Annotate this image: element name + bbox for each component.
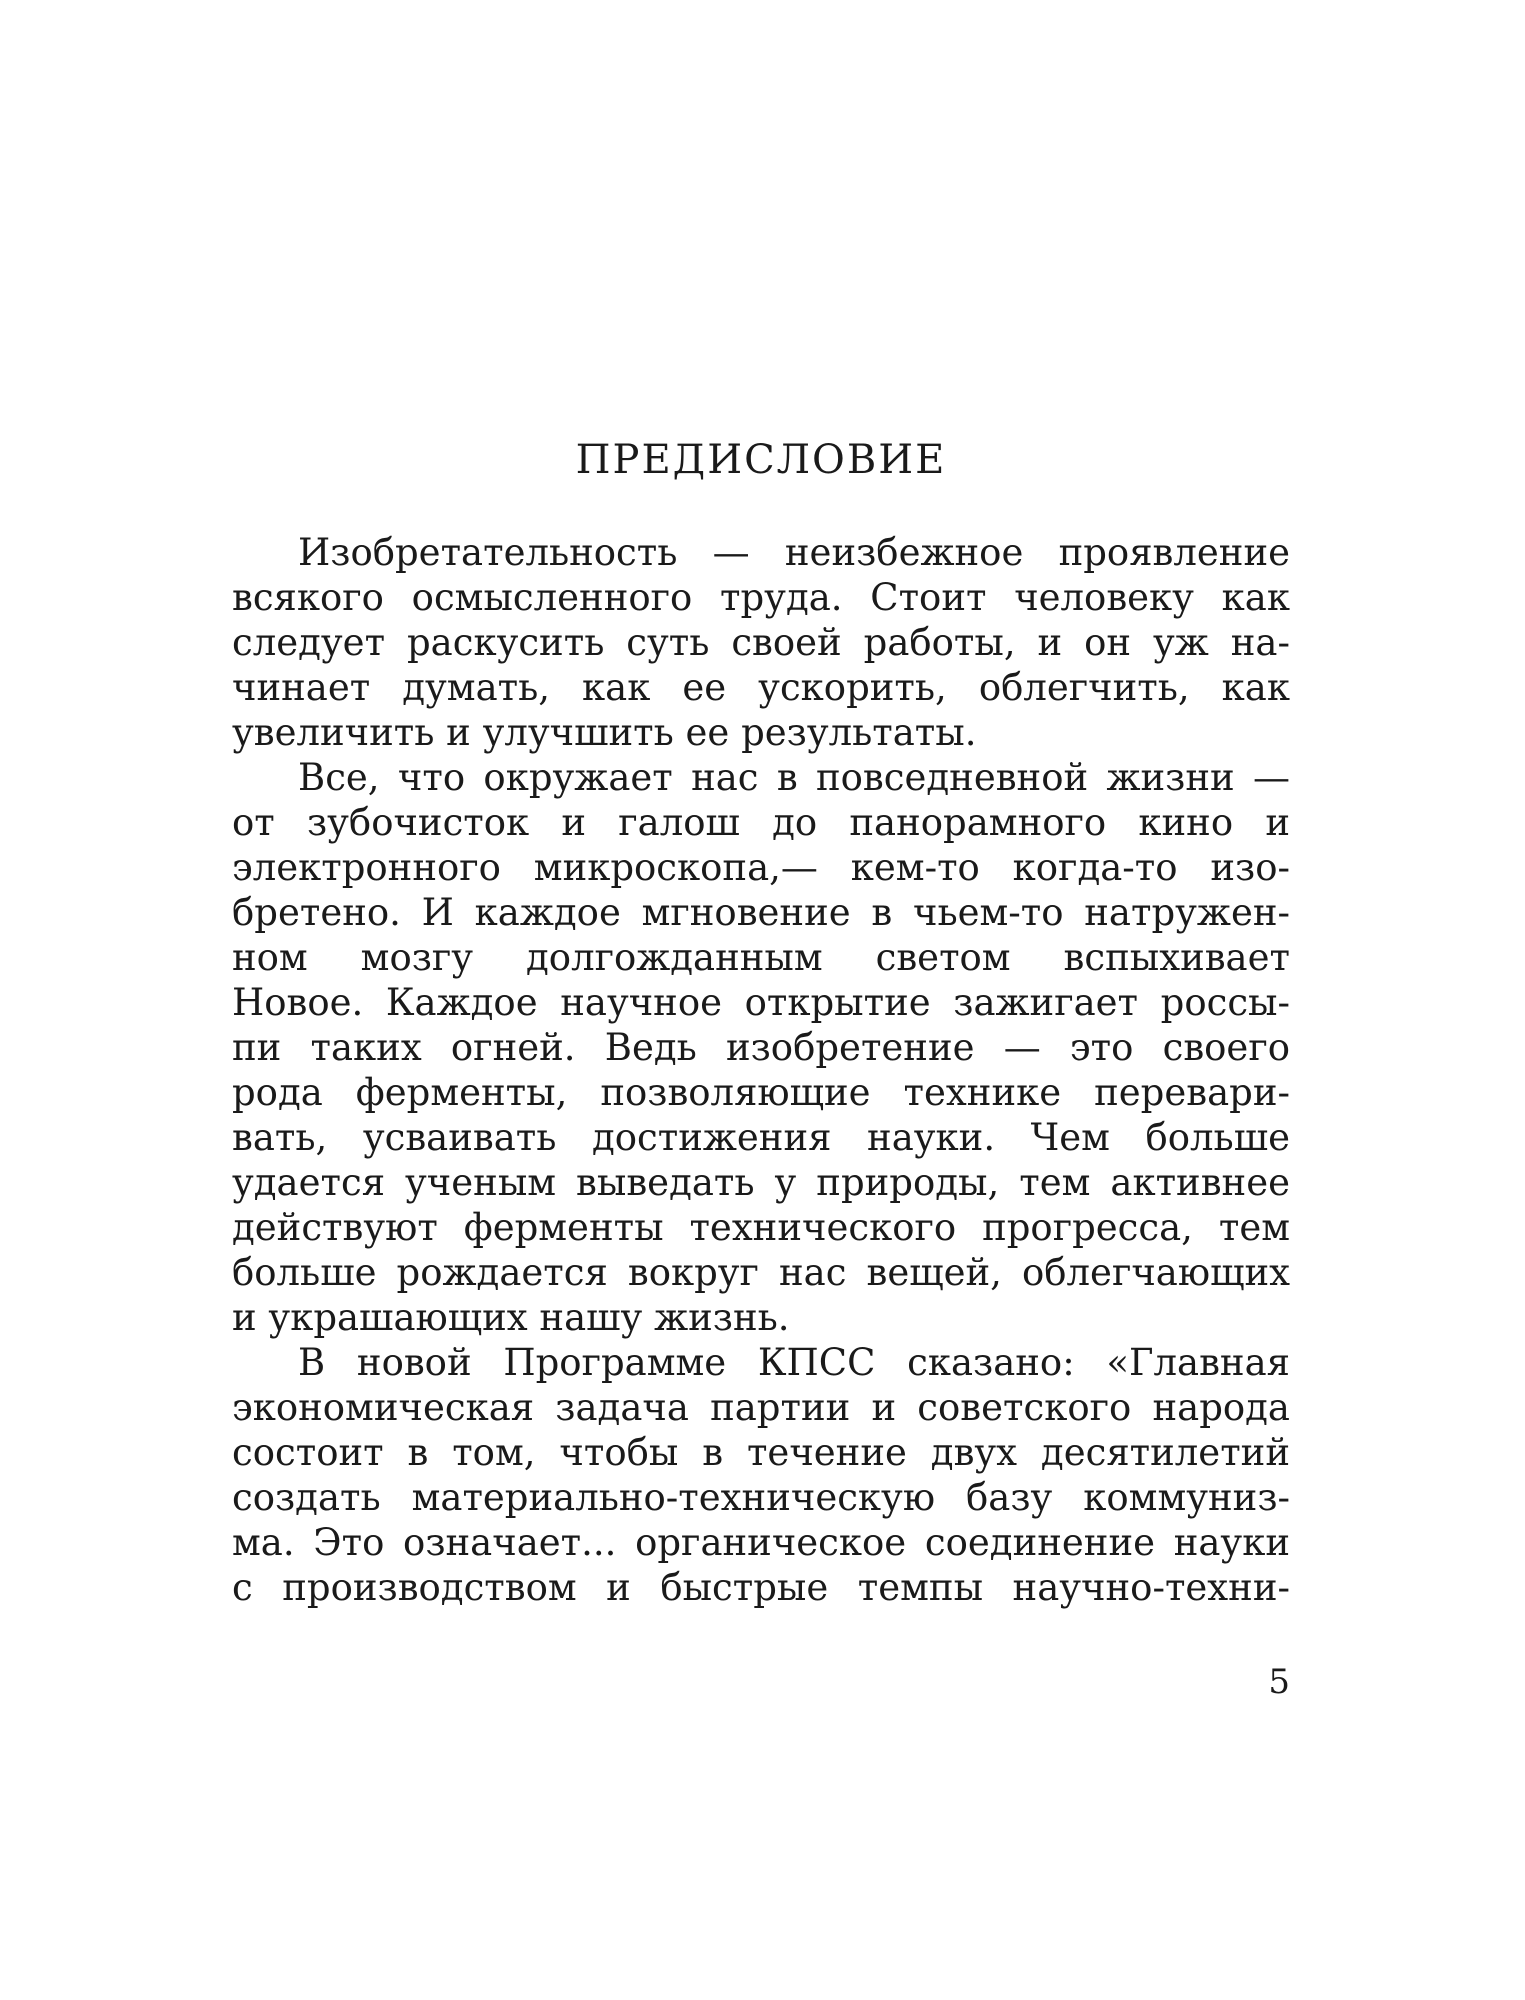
page-number: 5 — [1268, 1662, 1290, 1702]
text-line: от зубочисток и галош до панорамного кино и — [232, 801, 1290, 844]
text-line: удается ученым выведать у природы, тем активнее — [232, 1161, 1290, 1204]
text-line: бретено. И каждое мгновение в чьем-то натружен- — [232, 891, 1290, 934]
text-line: ном мозгу долгожданным светом вспыхивает — [232, 936, 1290, 979]
text-line: увеличить и улучшить ее результаты. — [232, 711, 977, 754]
text-line: Изобретательность — неизбежное проявление — [298, 531, 1290, 574]
text-line: вать, усваивать достижения науки. Чем больше — [232, 1116, 1290, 1159]
text-line: ма. Это означает... органическое соединение науки — [232, 1521, 1290, 1564]
text-line: создать материально-техническую базу коммуниз- — [232, 1476, 1290, 1519]
text-line: состоит в том, чтобы в течение двух десятилетий — [232, 1431, 1290, 1474]
text-line: с производством и быстрые темпы научно-техни- — [232, 1566, 1290, 1609]
text-line: больше рождается вокруг нас вещей, облегчающих — [232, 1251, 1290, 1294]
text-line: электронного микроскопа,— кем-то когда-то изо- — [232, 846, 1290, 889]
text-line: пи таких огней. Ведь изобретение — это своего — [232, 1026, 1290, 1069]
text-line: действуют ферменты технического прогресса, тем — [232, 1206, 1290, 1249]
text-line: Новое. Каждое научное открытие зажигает россы- — [232, 981, 1290, 1024]
text-line: следует раскусить суть своей работы, и он уж на- — [232, 621, 1290, 664]
text-line: Все, что окружает нас в повседневной жизни — — [298, 756, 1290, 799]
text-line: рода ферменты, позволяющие технике перевари- — [232, 1071, 1290, 1114]
body-text — [232, 530, 1290, 1610]
page-title: ПРЕДИСЛОВИЕ — [575, 437, 947, 483]
text-line: В новой Программе КПСС сказано: «Главная — [298, 1341, 1290, 1384]
text-line: всякого осмысленного труда. Стоит человеку как — [232, 576, 1290, 619]
text-line: экономическая задача партии и советского народа — [232, 1386, 1290, 1429]
text-line: чинает думать, как ее ускорить, облегчить, как — [232, 666, 1290, 709]
text-line: и украшающих нашу жизнь. — [232, 1296, 790, 1339]
